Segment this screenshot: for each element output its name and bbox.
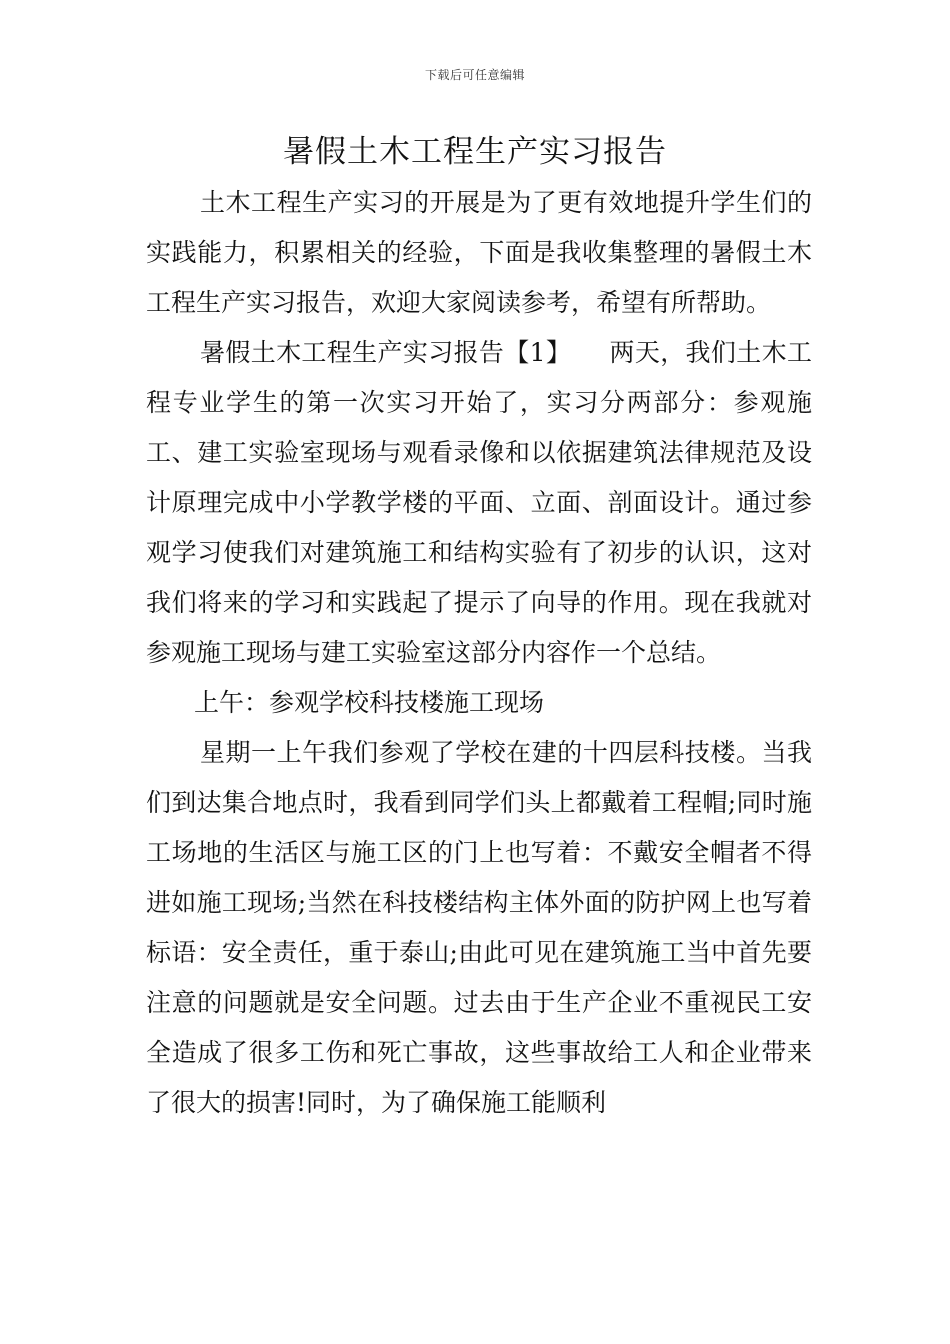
document-title: 暑假土木工程生产实习报告 (283, 134, 667, 170)
paragraph-site-visit: 星期一上午我们参观了学校在建的十四层科技楼。当我们到达集合地点时，我看到同学们头上都戴着工程帽;同时施工场地的生活区与施工区的门上也写着：不戴安全帽者不得进如施工现场;当然在科技楼结构主体外面的防护网上也写着标语：安全责任，重于泰山;由此可见在建筑施工当中首先要注意的问题就是安全问题。过去由于生产企业不重视民工安全造成了很多工伤和死亡事故，这些事故给工人和企业带来了很大的损害!同时，为了确保施工能顺利 (146, 738, 812, 1117)
paragraph-report-1: 暑假土木工程生产实习报告【1】 两天，我们土木工程专业学生的第一次实习开始了，实习分两部分：参观施工、建工实验室现场与观看录像和以依据建筑法律规范及设计原理完成中小学教学楼的平面、立面、剖面设计。通过参观学习使我们对建筑施工和结构实验有了初步的认识，这对我们将来的学习和实践起了提示了向导的作用。现在我就对参观施工现场与建工实验室这部分内容作一个总结。 (146, 338, 812, 667)
paragraph-intro: 土木工程生产实习的开展是为了更有效地提升学生们的实践能力，积累相关的经验，下面是我收集整理的暑假土木工程生产实习报告，欢迎大家阅读参考，希望有所帮助。 (146, 188, 812, 317)
document-body (146, 178, 812, 1128)
section-heading-morning: 上午：参观学校科技楼施工现场 (194, 688, 545, 717)
header-note: 下载后可任意编辑 (424, 68, 525, 82)
